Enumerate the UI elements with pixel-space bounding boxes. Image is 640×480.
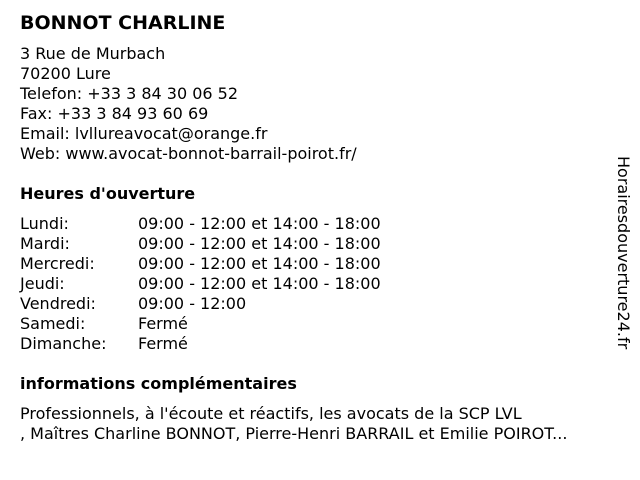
description-line: , Maîtres Charline BONNOT, Pierre-Henri BARRAIL et Emilie POIROT...	[20, 424, 568, 443]
additional-info-heading: informations complémentaires	[20, 374, 297, 393]
description-text	[20, 404, 630, 444]
contact-block	[20, 44, 357, 164]
weekday-label: Mercredi:	[20, 254, 95, 273]
city-postcode: 70200 Lure	[20, 64, 111, 83]
fax-number: Fax: +33 3 84 93 60 69	[20, 104, 209, 123]
description-line: Professionnels, à l'écoute et réactifs, les avocats de la SCP LVL	[20, 404, 522, 423]
weekday-label: Samedi:	[20, 314, 86, 333]
street-address: 3 Rue de Murbach	[20, 44, 166, 63]
email-address: Email: lvllureavocat@orange.fr	[20, 124, 268, 143]
website-url: Web: www.avocat-bonnot-barrail-poirot.fr/	[20, 144, 357, 163]
site-watermark-text: Horairesdouverture24.fr	[614, 156, 633, 350]
opening-time: 09:00 - 12:00 et 14:00 - 18:00	[138, 214, 381, 233]
opening-time: Fermé	[138, 314, 188, 333]
business-name-title: BONNOT CHARLINE	[20, 12, 226, 34]
opening-time: 09:00 - 12:00 et 14:00 - 18:00	[138, 254, 381, 273]
opening-time: 09:00 - 12:00	[138, 294, 247, 313]
weekday-label: Mardi:	[20, 234, 70, 253]
opening-time: 09:00 - 12:00 et 14:00 - 18:00	[138, 274, 381, 293]
weekday-label: Dimanche:	[20, 334, 107, 353]
opening-time: 09:00 - 12:00 et 14:00 - 18:00	[138, 234, 381, 253]
opening-time: Fermé	[138, 334, 188, 353]
weekday-label: Vendredi:	[20, 294, 96, 313]
weekday-label: Jeudi:	[20, 274, 65, 293]
weekday-label: Lundi:	[20, 214, 69, 233]
site-watermark	[612, 135, 634, 371]
opening-hours-heading: Heures d'ouverture	[20, 184, 196, 203]
phone-number: Telefon: +33 3 84 30 06 52	[20, 84, 239, 103]
